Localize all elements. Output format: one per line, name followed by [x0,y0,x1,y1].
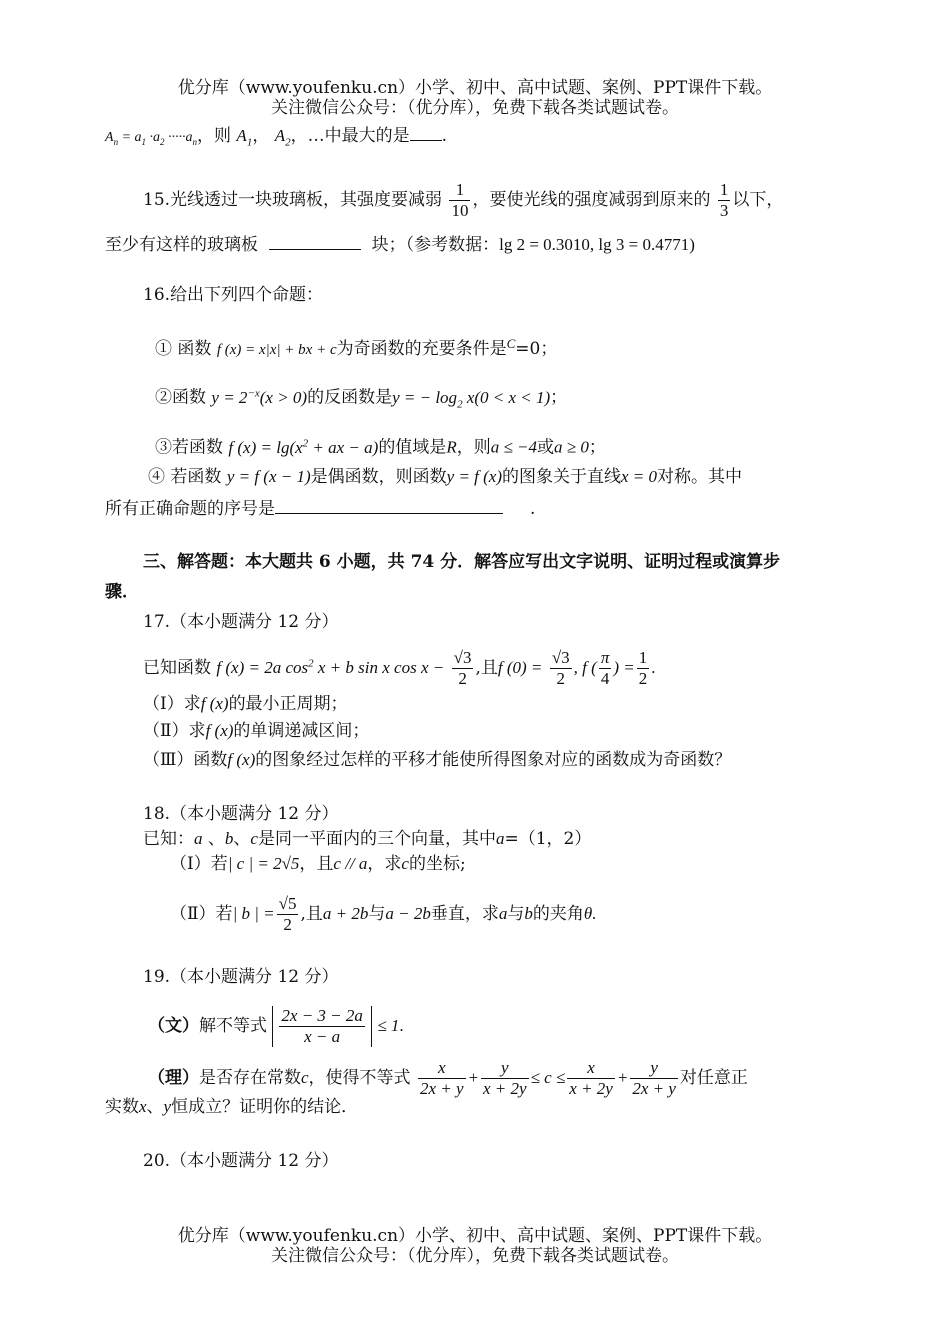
q17-part-1: （Ⅰ）求f (x)的最小正周期； [143,694,348,714]
q18-header: 18.（本小题满分 12 分） [143,804,339,824]
header-line-2: 关注微信公众号：（优分库），免费下载各类试题试卷。 [271,98,679,118]
q14-tail: $A_n = a_1 \cdot a_2 \cdot\cdot\cdot\cdot\cdot a_n$，则 $A_1$， $A_2$，…中最大的是 . [105,126,448,149]
q16-intro: 16.给出下列四个命题： [143,285,324,305]
footer-line-1: 优分库（www.youfenku.cn）小学、初中、高中试题、案例、PPT课件下载。 [177,1226,773,1246]
q17-part-3: （Ⅲ）函数f (x)的图象经过怎样的平移才能使所得图象对应的函数成为奇函数？ [143,750,732,770]
q17-part-2: （Ⅱ）求f (x)的单调递减区间； [143,721,370,741]
q19-li-cont: 实数x、y恒成立？证明你的结论． [105,1097,359,1117]
q19-li: （理）是否存在常数c，使得不等式 $\frac{x}{2x + y}$ + $\frac{y}{x + 2y}$ ≤ c ≤ $\frac{x}{x + 2y}$ + $\frac{y}{2x + y}$ 对任意正 [148,1058,748,1098]
section-3-title-cont: 骤． [105,582,139,602]
q16-prop-3: ③若函数 f $(x) = \lg(x^2$ + ax − a)的值域是R，则a ≤ −4或a ≥ 0； [155,437,606,458]
q19-wen: （文）解不等式 $\frac{2x - 3 - 2a}{x - a}$ ≤ 1. [148,1006,404,1046]
q17-function: 已知函数 f (x) = 2a $\cos^2 x + b$ sin x cos x − $\frac{√3}{2}$ ,且f (0) = $\frac{√3}{2}$ , f ( $\frac{\pi}{4}$ ) = $\frac{1}{2}$ . [143,648,656,688]
q18-part-1: （Ⅰ）若| c | = 2√5，且c // a，求c的坐标; [170,854,466,874]
header-line-1: 优分库（www.youfenku.cn）小学、初中、高中试题、案例、PPT课件下载。 [177,78,773,98]
q18-part-2: （Ⅱ）若| b | = $\frac{√5}{2}$ ,且a + 2b与a − 2b垂直，求a与b的夹角θ. [170,894,597,934]
footer-line-2: 关注微信公众号：（优分库），免费下载各类试题试卷。 [271,1246,679,1266]
q19-header: 19.（本小题满分 12 分） [143,967,339,987]
q15-line-2: 至少有这样的玻璃板 块；（参考数据：lg 2 = 0.3010, lg 3 = 0.4771) [105,235,695,255]
q17-header: 17.（本小题满分 12 分） [143,612,339,632]
q16-prop-1: ① 函数 f (x) = x|x| + bx + c为奇函数的充要条件是$^C$=0； [155,336,558,359]
section-3-title: 三、解答题：本大题共 6 小题，共 74 分．解答应写出文字说明、证明过程或演算步 [143,552,781,572]
q15-line-1: 15.光线透过一块玻璃板，其强度要减弱 $\frac{1}{10}$ ，要使光线的强度减弱到原来的 $\frac{1}{3}$ 以下， [143,180,784,220]
q16-prop-2: ②函数 $y = 2^{-x}(x > 0)$的反函数是y = − $\log_2 x(0 < x < 1)$； [155,387,568,411]
q20-header: 20.（本小题满分 12 分） [143,1151,339,1171]
q18-intro: 已知：a 、b、c是同一平面内的三个向量，其中a=（1，2） [143,829,592,849]
q16-answer-line: 所有正确命题的序号是 . [105,499,536,519]
q16-prop-4: ④ 若函数 y = f (x − 1)是偶函数，则函数y = f (x)的图象关于直线x = 0对称。其中 [148,467,743,487]
